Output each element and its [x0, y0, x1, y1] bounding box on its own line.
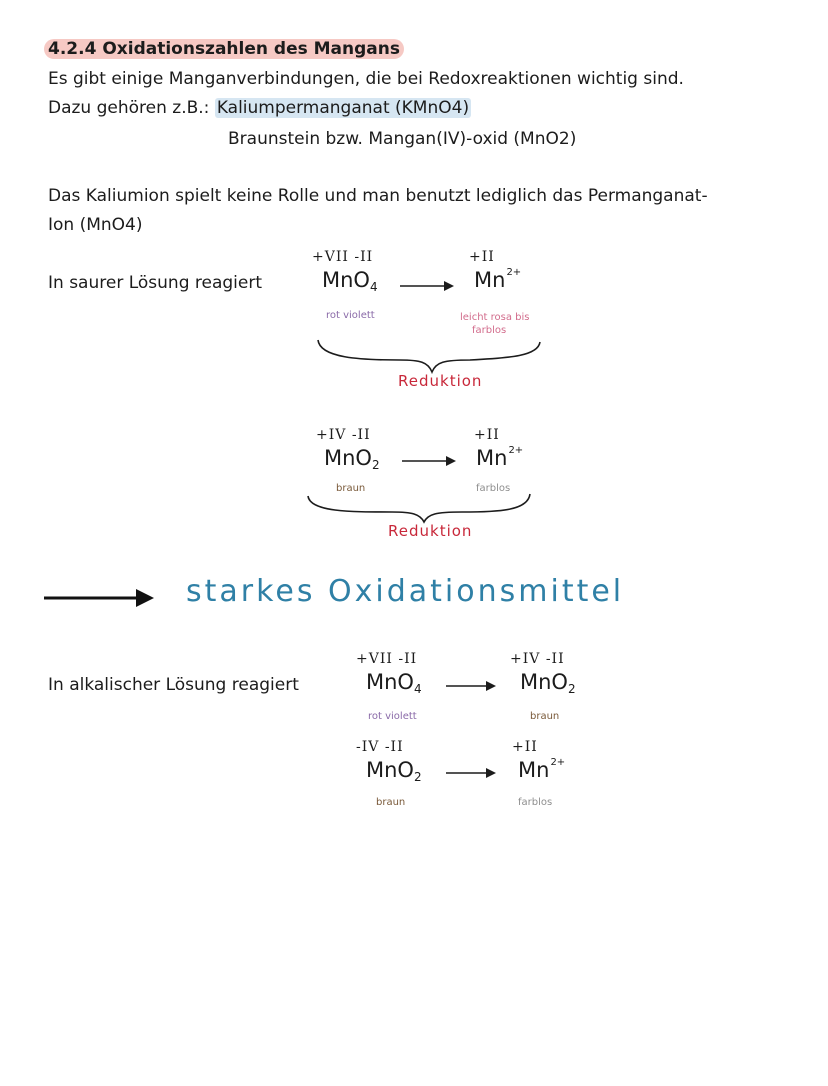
acidic-r1-reduktion-label: Reduktion: [398, 372, 483, 390]
paragraph-line-2: Ion (MnO4): [48, 215, 143, 235]
alkaline-r1-left-formula-main: MnO: [366, 670, 414, 694]
acidic-r2-reduktion-label: Reduktion: [388, 522, 473, 540]
alkaline-r2-right-color-note: farblos: [518, 797, 553, 808]
intro-line-2-prefix: Dazu gehören z.B.:: [48, 98, 215, 118]
alkaline-r1-left-oxidation-numbers: +VII -II: [356, 651, 418, 667]
paragraph-line-1: Das Kaliumion spielt keine Rolle und man benutzt lediglich das Permanganat-: [48, 186, 708, 206]
acidic-r1-brace-icon: [318, 340, 540, 372]
alkaline-label: In alkalischer Lösung reagiert: [48, 675, 299, 695]
acidic-r1-left-oxidation-numbers: +VII -II: [312, 249, 374, 265]
acidic-r2-left-color-note: braun: [336, 483, 366, 494]
intro-line-3: Braunstein bzw. Mangan(IV)-oxid (MnO2): [228, 129, 577, 149]
acidic-r2-left-formula-sub: 2: [371, 458, 380, 472]
acidic-r1-left-color-note: rot violett: [326, 310, 375, 321]
alkaline-r2-left-formula-main: MnO: [366, 758, 414, 782]
acidic-r2-brace-icon: [308, 494, 530, 522]
acidic-r1-right-oxidation-number: +II: [469, 249, 495, 265]
alkaline-r1-right-color-note: braun: [530, 711, 560, 722]
acidic-r1-right-color-note-1: leicht rosa bis: [460, 312, 530, 323]
intro-line-1: Es gibt einige Manganverbindungen, die bei Redoxreaktionen wichtig sind.: [48, 69, 684, 89]
alkaline-r2-left-color-note: braun: [376, 797, 406, 808]
alkaline-r2-right-oxidation-number: +II: [512, 739, 538, 755]
acidic-r2-left-formula-main: MnO: [324, 446, 372, 470]
acidic-r2-right-formula-main: Mn: [476, 446, 508, 470]
acidic-r1-left-formula-main: MnO: [322, 268, 370, 292]
conclusion-text: starkes Oxidationsmittel: [186, 574, 625, 609]
acidic-r2-right-oxidation-number: +II: [474, 427, 500, 443]
alkaline-r2-left-oxidation-numbers: -IV -II: [356, 739, 404, 755]
alkaline-r1-right-formula-main: MnO: [520, 670, 568, 694]
alkaline-r1-right-formula-sub: 2: [567, 682, 576, 696]
acidic-label: In saurer Lösung reagiert: [48, 273, 263, 293]
acidic-r2-left-oxidation-numbers: +IV -II: [316, 427, 371, 443]
acidic-r2-right-color-note: farblos: [476, 483, 511, 494]
alkaline-r1-right-oxidation-numbers: +IV -II: [510, 651, 565, 667]
alkaline-r2-right-formula-main: Mn: [518, 758, 550, 782]
acidic-r1-right-charge: 2+: [506, 267, 522, 278]
acidic-r1-right-formula-main: Mn: [474, 268, 506, 292]
alkaline-r1-left-color-note: rot violett: [368, 711, 417, 722]
acidic-r1-left-formula-sub: 4: [369, 280, 378, 294]
acidic-r1-right-color-note-2: farblos: [472, 325, 507, 336]
alkaline-r1-left-formula-sub: 4: [413, 682, 422, 696]
acidic-r2-right-charge: 2+: [508, 445, 524, 456]
alkaline-r2-right-charge: 2+: [550, 757, 566, 768]
kmno4-highlight: Kaliumpermanganat (KMnO4): [216, 98, 470, 118]
section-title-text: 4.2.4 Oxidationszahlen des Mangans: [44, 39, 404, 59]
alkaline-r2-left-formula-sub: 2: [413, 770, 422, 784]
